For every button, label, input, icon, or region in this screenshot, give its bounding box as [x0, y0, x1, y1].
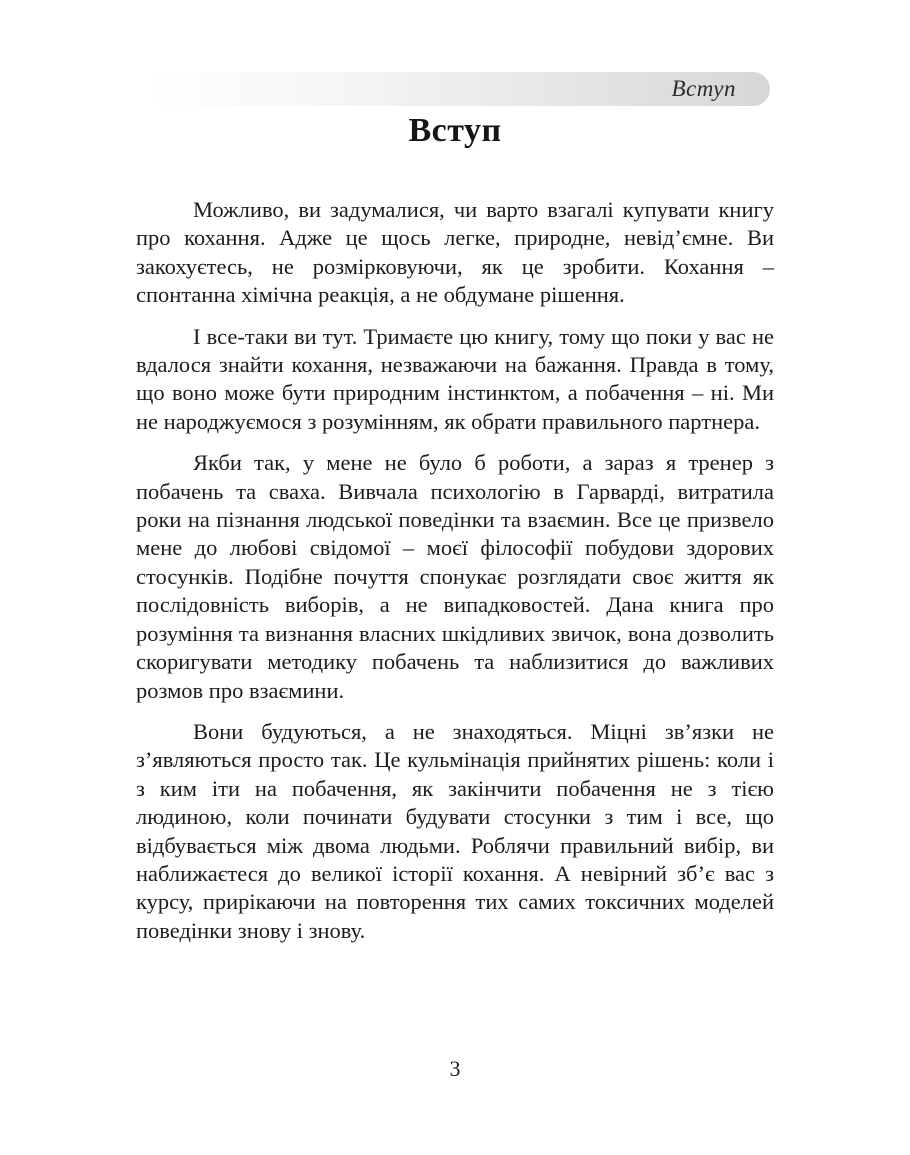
paragraph-4: Вони будуються, а не знаходяться. Міцні зв’язки не з’являються просто так. Це кульмінація прийнятих рішень: коли і з ким іти на побачення, як закінчити побачення не з тією людиною, коли починати будувати стосунки з тим і все, що відбувається між двома людьми. Роблячи правильний вибір, ви наближаєтеся до великої історії кохання. А невірний зб’є вас з курсу, прирікаючи на повторення тих самих токсичних моделей поведінки знову і знову. [136, 718, 774, 943]
paragraph-3: Якби так, у мене не було б роботи, а зараз я тренер з побачень та сваха. Вивчала психологію в Гарварді, витратила роки на пізнання людської поведінки та взаємин. Все це призвело мене до любові свідомої – моєї філософії побудови здорових стосунків. Подібне почуття спонукає розглядати своє життя як послідовність виборів, а не випадковостей. Дана книга про розуміння та визнання власних шкідливих звичок, вона дозволить скоригувати методику побачень та наблизитися до важливих розмов про взаємини. [136, 450, 774, 703]
body-text [136, 196, 774, 958]
running-header-title: Вступ [671, 76, 736, 101]
paragraph-1: Можливо, ви задумалися, чи варто взагалі купувати книгу про кохання. Адже це щось легке, природне, невід’ємне. Ви закохуєтесь, не розмірковуючи, як це зробити. Кохання – спонтанна хімічна реакція, а не обдумане рішення. [136, 197, 774, 308]
page-number: 3 [449, 1056, 461, 1081]
paragraph-2: І все-таки ви тут. Тримаєте цю книгу, тому що поки у вас не вдалося знайти кохання, незважаючи на бажання. Правда в тому, що воно може бути природним інстинктом, а побачення – ні. Ми не народжуємося з розумінням, як обрати правильного партнера. [136, 323, 774, 434]
running-header-bar [150, 72, 770, 106]
chapter-title: Вступ [408, 112, 502, 149]
